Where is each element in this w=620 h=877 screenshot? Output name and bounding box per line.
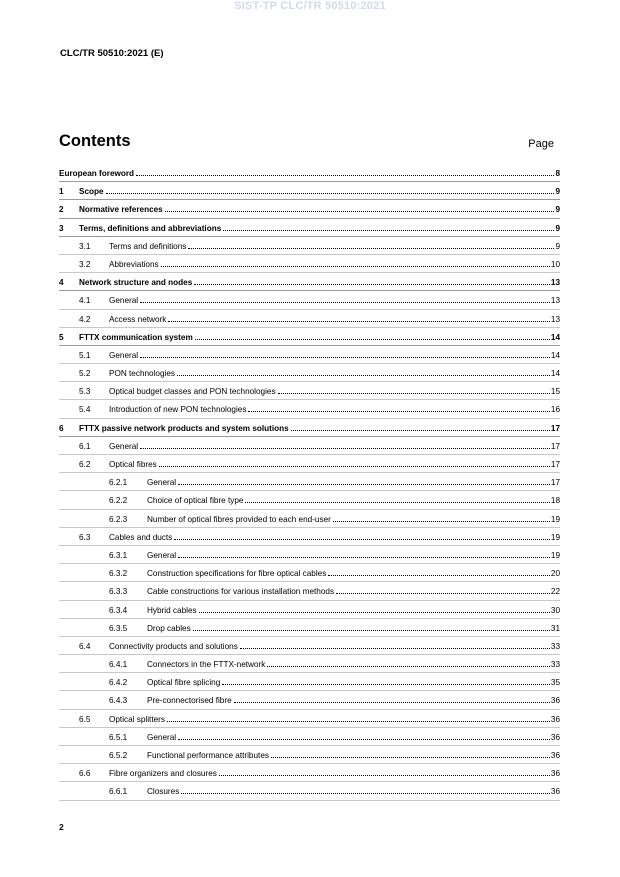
toc-entry-title: General: [109, 296, 139, 306]
toc-entry-line: [109, 296, 560, 305]
toc-entry-line: [109, 315, 560, 324]
toc-entry[interactable]: [59, 364, 560, 382]
toc-dot-leader: [161, 265, 550, 267]
toc-dot-leader: [328, 574, 550, 576]
toc-entry[interactable]: [59, 655, 560, 673]
toc-entry-page: 19: [550, 550, 560, 560]
toc-entry-line: [147, 569, 560, 578]
toc-entry-page: 19: [550, 514, 560, 524]
toc-dot-leader: [140, 301, 550, 303]
toc-entry-title: Closures: [147, 787, 180, 797]
toc-entry-page: 13: [550, 296, 560, 306]
table-of-contents: [59, 164, 560, 801]
toc-dot-leader: [177, 374, 550, 376]
toc-entry-number: 6.3.5: [109, 623, 128, 633]
toc-dot-leader: [174, 538, 550, 540]
toc-entry[interactable]: [59, 528, 560, 546]
toc-entry-page: 17: [550, 423, 560, 433]
toc-entry[interactable]: [59, 564, 560, 582]
toc-entry[interactable]: [59, 455, 560, 473]
toc-entry-number: 4.2: [79, 314, 91, 324]
toc-entry-line: [109, 405, 560, 414]
toc-entry-number: 6.4.1: [109, 660, 128, 670]
contents-title: Contents: [59, 132, 131, 150]
toc-dot-leader: [106, 192, 555, 194]
toc-entry-page: 13: [550, 314, 560, 324]
toc-dot-leader: [333, 520, 550, 522]
toc-entry-line: [109, 442, 560, 451]
toc-entry-title: Terms and definitions: [109, 241, 187, 251]
toc-entry-page: 33: [550, 660, 560, 670]
toc-entry-number: 6.3.4: [109, 605, 128, 615]
toc-entry-page: 36: [550, 714, 560, 724]
toc-entry-line: [147, 551, 560, 560]
toc-entry[interactable]: [59, 491, 560, 509]
toc-entry-line: [79, 187, 560, 196]
toc-entry[interactable]: [59, 582, 560, 600]
toc-dot-leader: [181, 792, 550, 794]
toc-entry-number: 6.2.3: [109, 514, 128, 524]
toc-entry-line: [79, 278, 560, 287]
toc-entry-page: 15: [550, 387, 560, 397]
toc-entry-title: Connectivity products and solutions: [109, 641, 238, 651]
toc-entry-number: 6.2.2: [109, 496, 128, 506]
page-column-label: Page: [528, 138, 554, 150]
toc-entry-line: [79, 224, 560, 233]
toc-entry[interactable]: [59, 291, 560, 309]
toc-entry-title: Scope: [79, 187, 104, 197]
toc-entry-title: Normative references: [79, 205, 163, 215]
toc-dot-leader: [168, 320, 550, 322]
toc-entry-page: 20: [550, 569, 560, 579]
toc-entry-title: Construction specifications for fibre optical cables: [147, 569, 327, 579]
toc-entry[interactable]: [59, 746, 560, 764]
toc-entry-number: 6.6: [79, 769, 91, 779]
toc-entry-page: 9: [555, 205, 560, 215]
toc-entry[interactable]: [59, 219, 560, 237]
toc-entry-number: 6: [59, 423, 64, 433]
toc-entry-page: 36: [550, 696, 560, 706]
toc-entry[interactable]: [59, 619, 560, 637]
toc-entry[interactable]: [59, 473, 560, 491]
toc-dot-leader: [193, 629, 550, 631]
toc-entry-number: 6.5: [79, 714, 91, 724]
toc-entry-line: [109, 351, 560, 360]
toc-entry-page: 18: [550, 496, 560, 506]
toc-entry[interactable]: [59, 200, 560, 218]
toc-entry-line: [109, 533, 560, 542]
toc-entry-page: 10: [550, 259, 560, 269]
toc-dot-leader: [267, 665, 550, 667]
toc-entry-number: 6.1: [79, 441, 91, 451]
toc-entry-number: 3.1: [79, 241, 91, 251]
toc-entry-page: 36: [550, 769, 560, 779]
toc-entry-number: 6.4.2: [109, 678, 128, 688]
toc-entry-page: 17: [550, 441, 560, 451]
toc-entry-title: Optical fibres: [109, 460, 157, 469]
toc-dot-leader: [159, 465, 550, 467]
toc-entry[interactable]: [59, 400, 560, 418]
toc-entry-page: 36: [550, 787, 560, 797]
toc-entry[interactable]: [59, 437, 560, 455]
toc-entry-line: [79, 205, 560, 214]
toc-entry-title: PON technologies: [109, 369, 175, 379]
toc-entry-line: [109, 369, 560, 378]
toc-entry-title: Network structure and nodes: [79, 278, 193, 288]
toc-dot-leader: [140, 447, 550, 449]
toc-dot-leader: [278, 392, 550, 394]
toc-dot-leader: [240, 647, 550, 649]
toc-entry-number: 6.4.3: [109, 696, 128, 706]
toc-entry-number: 5.3: [79, 387, 91, 397]
toc-entry-line: [109, 260, 560, 269]
toc-entry-number: 6.3.2: [109, 569, 128, 579]
toc-entry-title: Fibre organizers and closures: [109, 769, 217, 779]
toc-entry-title: Introduction of new PON technologies: [109, 405, 247, 415]
toc-entry-title: General: [147, 732, 177, 742]
toc-entry-line: [147, 733, 560, 742]
toc-dot-leader: [271, 756, 550, 758]
toc-entry-line: [109, 460, 560, 469]
toc-entry[interactable]: [59, 310, 560, 328]
toc-entry-line: [147, 696, 560, 705]
toc-dot-leader: [248, 410, 549, 412]
toc-entry-page: 17: [550, 460, 560, 469]
toc-entry-title: Functional performance attributes: [147, 751, 269, 760]
toc-entry-number: 5: [59, 332, 64, 342]
toc-entry-title: Cable constructions for various installation methods: [147, 587, 335, 597]
toc-entry-number: 5.2: [79, 369, 91, 379]
toc-entry-title: Abbreviations: [109, 259, 159, 269]
toc-entry-line: [147, 496, 560, 505]
toc-entry-line: [79, 424, 560, 433]
toc-entry-line: [147, 478, 560, 487]
toc-entry-number: 3: [59, 223, 64, 233]
toc-entry-title: Connectors in the FTTX-network: [147, 660, 266, 670]
toc-entry-page: 33: [550, 641, 560, 651]
toc-dot-leader: [136, 174, 554, 176]
toc-entry-line: [109, 769, 560, 778]
toc-entry-title: Optical budget classes and PON technologies: [109, 387, 276, 397]
toc-entry-title: General: [147, 550, 177, 560]
toc-entry[interactable]: [59, 637, 560, 655]
watermark: SIST-TP CLC/TR 50510:2021: [234, 0, 386, 12]
toc-entry-page: 31: [550, 623, 560, 633]
toc-entry-title: Hybrid cables: [147, 605, 197, 615]
toc-entry-page: 13: [550, 278, 560, 288]
toc-entry[interactable]: [59, 782, 560, 800]
toc-entry[interactable]: [59, 601, 560, 619]
toc-entry-page: 30: [550, 605, 560, 615]
toc-entry-line: [79, 333, 560, 342]
toc-entry-page: 9: [555, 187, 560, 197]
toc-dot-leader: [291, 429, 550, 431]
toc-dot-leader: [178, 738, 550, 740]
toc-entry-title: General: [109, 441, 139, 451]
toc-entry-page: 35: [550, 678, 560, 688]
toc-entry-page: 14: [550, 350, 560, 360]
toc-entry-number: 6.4: [79, 641, 91, 651]
toc-dot-leader: [222, 683, 550, 685]
toc-entry-title: Access network: [109, 314, 167, 324]
toc-entry-number: 5.4: [79, 405, 91, 415]
toc-dot-leader: [165, 210, 555, 212]
toc-dot-leader: [336, 592, 550, 594]
toc-entry-title: Drop cables: [147, 623, 191, 633]
toc-entry-title: Number of optical fibres provided to each end-user: [147, 514, 331, 524]
toc-entry[interactable]: [59, 673, 560, 691]
toc-entry[interactable]: [59, 382, 560, 400]
toc-dot-leader: [140, 356, 550, 358]
toc-entry-page: 14: [550, 369, 560, 379]
toc-entry-title: Optical splitters: [109, 714, 165, 724]
toc-entry[interactable]: [59, 710, 560, 728]
toc-entry[interactable]: [59, 510, 560, 528]
toc-dot-leader: [178, 556, 550, 558]
toc-entry[interactable]: [59, 546, 560, 564]
toc-entry[interactable]: [59, 237, 560, 255]
toc-dot-leader: [178, 483, 550, 485]
toc-entry-line: [147, 606, 560, 615]
toc-entry-line: [147, 515, 560, 524]
toc-entry[interactable]: [59, 273, 560, 291]
toc-entry-page: 8: [555, 169, 560, 178]
document-id: CLC/TR 50510:2021 (E): [60, 48, 164, 59]
toc-entry-page: 14: [550, 332, 560, 342]
toc-dot-leader: [219, 774, 550, 776]
toc-entry-title: European foreword: [59, 169, 135, 178]
toc-entry-number: 4.1: [79, 296, 91, 306]
toc-entry-page: 19: [550, 532, 560, 542]
toc-entry-line: [59, 169, 560, 178]
toc-entry[interactable]: [59, 346, 560, 364]
toc-entry-line: [147, 587, 560, 596]
toc-entry[interactable]: [59, 728, 560, 746]
toc-entry-page: 9: [555, 223, 560, 233]
toc-dot-leader: [188, 247, 554, 249]
toc-entry[interactable]: [59, 182, 560, 200]
toc-entry-page: 36: [550, 732, 560, 742]
toc-entry-line: [147, 787, 560, 796]
toc-entry-number: 6.2.1: [109, 478, 128, 488]
toc-dot-leader: [195, 338, 550, 340]
toc-dot-leader: [167, 720, 550, 722]
toc-entry-line: [147, 660, 560, 669]
toc-entry-page: 9: [555, 241, 560, 251]
page-number: 2: [59, 822, 64, 832]
toc-entry-title: FTTX passive network products and system solutions: [79, 423, 289, 433]
toc-entry-page: 17: [550, 478, 560, 488]
toc-entry[interactable]: [59, 164, 560, 182]
toc-entry-number: 4: [59, 278, 64, 288]
toc-dot-leader: [223, 229, 554, 231]
toc-entry[interactable]: [59, 328, 560, 346]
toc-entry-title: General: [147, 478, 177, 488]
toc-entry-line: [109, 242, 560, 251]
toc-entry-number: 6.3.3: [109, 587, 128, 597]
toc-entry-number: 6.5.1: [109, 732, 128, 742]
toc-entry-page: 36: [550, 751, 560, 760]
toc-entry-title: General: [109, 350, 139, 360]
toc-entry-line: [147, 678, 560, 687]
toc-entry-number: 6.6.1: [109, 787, 128, 797]
toc-entry-page: 16: [550, 405, 560, 415]
toc-entry-number: 2: [59, 205, 64, 215]
toc-entry-page: 22: [550, 587, 560, 597]
toc-entry-title: Terms, definitions and abbreviations: [79, 223, 222, 233]
toc-entry-line: [147, 751, 560, 760]
toc-entry-number: 3.2: [79, 259, 91, 269]
toc-entry-title: Cables and ducts: [109, 532, 173, 542]
toc-entry-number: 6.3.1: [109, 550, 128, 560]
toc-dot-leader: [245, 501, 549, 503]
toc-entry[interactable]: [59, 255, 560, 273]
toc-entry-line: [109, 642, 560, 651]
toc-entry-line: [147, 624, 560, 633]
toc-dot-leader: [234, 701, 550, 703]
toc-entry-number: 6.5.2: [109, 751, 128, 760]
toc-entry-line: [109, 715, 560, 724]
toc-entry-number: 1: [59, 187, 64, 197]
toc-dot-leader: [199, 611, 550, 613]
toc-entry-number: 6.3: [79, 532, 91, 542]
toc-entry[interactable]: [59, 691, 560, 709]
toc-entry-number: 5.1: [79, 350, 91, 360]
toc-entry[interactable]: [59, 764, 560, 782]
toc-entry-line: [109, 387, 560, 396]
toc-entry-title: Optical fibre splicing: [147, 678, 221, 688]
toc-dot-leader: [194, 283, 550, 285]
toc-entry[interactable]: [59, 419, 560, 437]
toc-entry-title: Choice of optical fibre type: [147, 496, 244, 506]
toc-entry-title: Pre-connectorised fibre: [147, 696, 232, 706]
toc-entry-number: 6.2: [79, 460, 91, 469]
toc-entry-title: FTTX communication system: [79, 332, 193, 342]
